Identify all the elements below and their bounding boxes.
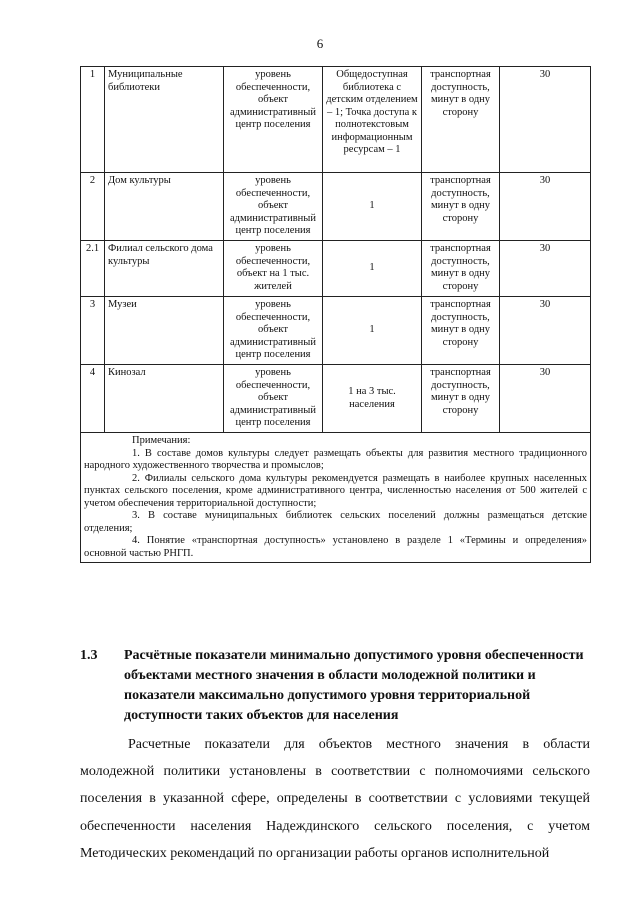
object-name: Дом культуры [105,173,224,241]
body-paragraph: Расчетные показатели для объектов местного значения в области молодежной политики установлены в соответствии с полномочиями сельского поселения в указанной сфере, определены в соответствии с условиями текущей обеспеченности населения Надеждинского сельского поселения, с учетом Методических рекомендаций по организации работы органов исполнительной [80,737,590,861]
table-row [81,365,591,433]
table-row [81,67,591,173]
indicator-cell: уровень обеспеченности, объект административный центр поселения [224,67,323,173]
note-item: 3. В составе муниципальных библиотек сельских поселений должны размещаться детские отделения; [84,510,587,534]
object-name: Муниципальные библиотеки [105,67,224,173]
note-item: 1. В составе домов культуры следует размещать объекты для развития местного традиционного народного художественного творчества и промыслов; [84,447,587,471]
body-text [80,731,590,867]
value-cell: 1 [323,297,422,365]
minutes-cell: 30 [500,297,591,365]
culture-standards-table [80,66,591,563]
value-cell: 1 на 3 тыс. населения [323,365,422,433]
table-row [81,241,591,297]
notes-title: Примечания: [132,435,191,446]
object-name: Кинозал [105,365,224,433]
notes-row [81,433,591,563]
minutes-cell: 30 [500,365,591,433]
indicator-cell: уровень обеспеченности, объект административный центр поселения [224,173,323,241]
object-name: Музеи [105,297,224,365]
value-cell: Общедоступная библиотека с детским отделением – 1; Точка доступа к полнотекстовым информационным ресурсам – 1 [323,67,422,173]
minutes-cell: 30 [500,241,591,297]
section-heading [80,646,590,726]
indicator-cell: уровень обеспеченности, объект административный центр поселения [224,297,323,365]
row-number: 4 [81,365,105,433]
accessibility-cell: транспортная доступность, минут в одну сторону [422,241,500,297]
indicator-cell: уровень обеспеченности, объект на 1 тыс. жителей [224,241,323,297]
value-cell: 1 [323,241,422,297]
row-number: 1 [81,67,105,173]
page-number: 6 [316,36,324,51]
accessibility-cell: транспортная доступность, минут в одну сторону [422,297,500,365]
minutes-cell: 30 [500,173,591,241]
row-number: 2.1 [81,241,105,297]
section-title: Расчётные показатели минимально допустимого уровня обеспеченности объектами местного значения в области молодежной политики и показатели максимально допустимого уровня территориальной доступности таких объектов для населения [124,648,584,723]
note-item: 2. Филиалы сельского дома культуры рекомендуется размещать в наиболее крупных населенных пунктах сельского поселения, кроме административного центра, численностью населения от 500 жителей с учетом обеспечения территориальной доступности; [84,472,587,509]
section-number: 1.3 [80,648,98,663]
indicator-cell: уровень обеспеченности, объект административный центр поселения [224,365,323,433]
accessibility-cell: транспортная доступность, минут в одну сторону [422,67,500,173]
value-cell: 1 [323,173,422,241]
note-item: 4. Понятие «транспортная доступность» установлено в разделе 1 «Термины и определения» основной частью РНГП. [84,535,587,559]
minutes-cell: 30 [500,67,591,173]
row-number: 2 [81,173,105,241]
table-row [81,173,591,241]
table-row [81,297,591,365]
notes-cell [81,433,591,563]
accessibility-cell: транспортная доступность, минут в одну сторону [422,365,500,433]
object-name: Филиал сельского дома культуры [105,241,224,297]
accessibility-cell: транспортная доступность, минут в одну сторону [422,173,500,241]
row-number: 3 [81,297,105,365]
